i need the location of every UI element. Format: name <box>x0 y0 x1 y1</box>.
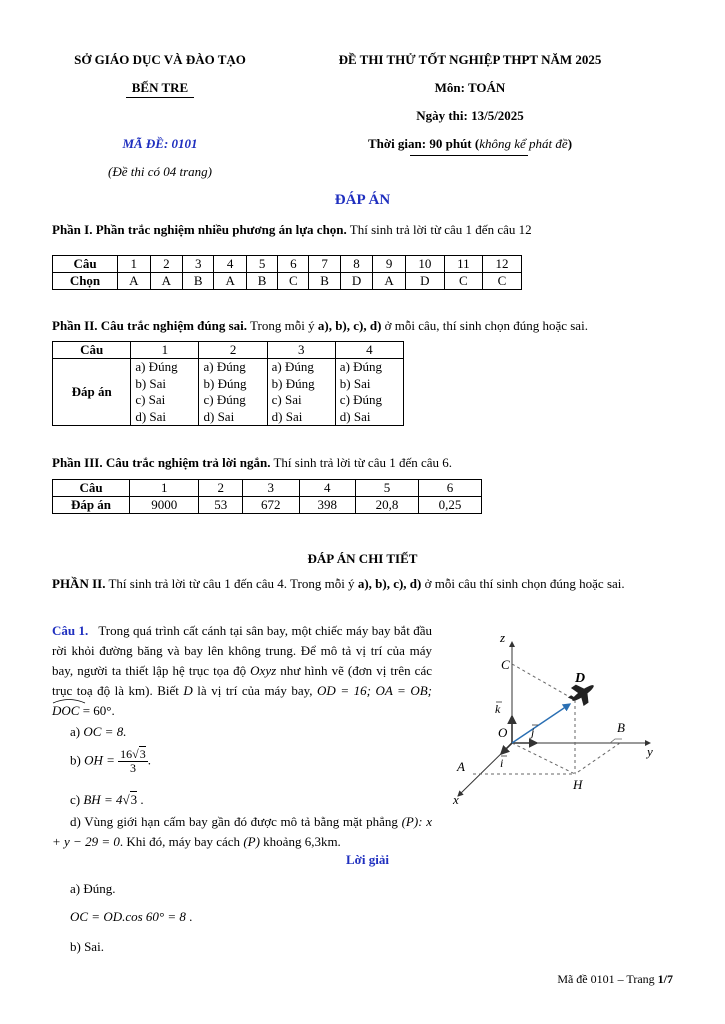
answer-title: ĐÁP ÁN <box>334 192 391 208</box>
province-name <box>30 80 290 96</box>
part1-num: 7 <box>309 256 340 273</box>
part3-heading-bold: Phần III. Câu trắc nghiệm trả lời ngắn. <box>52 455 271 470</box>
i-vector <box>501 743 512 754</box>
label-x: x <box>453 792 459 807</box>
option-b-lhs: OH = <box>84 752 119 768</box>
part2-answer: c) Đúng <box>339 392 383 407</box>
option-prefix: b) <box>70 752 85 768</box>
part1-answer: B <box>183 273 214 290</box>
part1-num: 11 <box>444 256 482 273</box>
option-d-text3: khoảng 6,3km. <box>259 834 341 849</box>
part2-col-label: Câu <box>53 342 131 359</box>
part1-num: 8 <box>340 256 373 273</box>
part1-table <box>52 255 522 290</box>
part1-num: 3 <box>183 256 214 273</box>
part1-instruction: Thí sinh trả lời từ câu 1 đến câu 12 <box>346 222 532 237</box>
question1-oxyz: Oxyz <box>250 663 277 678</box>
part1-answer: A <box>150 273 183 290</box>
part2-answers-col <box>131 359 199 426</box>
question1-text2: như hình vẽ (đơn vị trên các trục toạ độ là km). Biết <box>52 663 432 698</box>
solution-a-math: OC = OD.cos 60° = 8 . <box>70 909 193 924</box>
question1-given: OD = 16; OA = OB; <box>317 683 432 698</box>
cd-line <box>512 664 575 700</box>
part2-answers-col <box>199 359 267 426</box>
label-o: O <box>498 725 508 740</box>
num-radicand: 3 <box>139 747 146 761</box>
part2-instr-post: ở mỗi câu, thí sinh chọn đúng hoặc sai. <box>381 318 588 333</box>
angle-value: = 60° <box>79 703 112 718</box>
part2-answer: d) Sai <box>203 408 235 424</box>
part2-answer: a) Đúng <box>339 359 383 374</box>
part3-heading <box>52 455 692 471</box>
part2-num: 4 <box>335 342 403 359</box>
part1-num: 12 <box>482 256 521 273</box>
question1-d: D <box>183 683 193 698</box>
footer-page: 1/7 <box>657 972 673 986</box>
time-underline <box>410 155 528 156</box>
part1-row2-label: Chọn <box>53 273 118 290</box>
part2-answer: d) Sai <box>339 408 371 424</box>
od-vector <box>512 704 570 743</box>
part2-answer: c) Đúng <box>203 392 246 407</box>
part2-answer: c) Sai <box>271 392 302 407</box>
part3-answer: 53 <box>199 497 243 514</box>
province-text: BẾN TRE <box>126 80 194 98</box>
part1-num: 10 <box>405 256 444 273</box>
part2-answer: b) Đúng <box>271 375 315 391</box>
option-prefix: c) <box>70 792 84 807</box>
part1-heading <box>52 222 692 238</box>
part2-answer: c) Sai <box>135 392 166 407</box>
option-prefix: a) <box>70 724 84 739</box>
part2-heading-bold: Phần II. Câu trắc nghiệm đúng sai. <box>52 318 248 333</box>
question1-text1: Trong quá trình cất cánh tại sân bay, một chiếc máy bay bắt đầu rời khỏi đường băng và bay lên không trung. Để mô tả vị trí của máy bay, người ta thiết lập hệ trục tọa độ <box>52 623 433 678</box>
part2-answer: a) Đúng <box>271 359 314 374</box>
detail-text-pre: Thí sinh trả lời từ câu 1 đến câu 4. Trong mỗi ý <box>105 576 358 591</box>
oh-line <box>512 743 575 774</box>
part1-heading-bold: Phần I. Phần trắc nghiệm nhiều phương án lựa chọn. <box>52 222 347 237</box>
label-b: B <box>617 720 625 735</box>
exam-title: ĐỀ THI THỬ TỐT NGHIỆP THPT NĂM 2025 <box>338 52 602 67</box>
part2-row-label: Đáp án <box>53 359 131 426</box>
detail-part-heading <box>52 574 677 594</box>
num-coef: 16 <box>120 747 133 761</box>
time-prefix: Thời gian: <box>367 136 430 151</box>
option-d-plane: (P): x + y − 29 = 0 <box>52 814 432 849</box>
detail-part-bold: PHẦN II. <box>52 576 106 591</box>
q1-option-d <box>52 812 432 852</box>
part2-num: 3 <box>267 342 335 359</box>
right-angle-mark <box>610 739 622 743</box>
part3-instruction: Thí sinh trả lời từ câu 1 đến câu 6. <box>270 455 453 470</box>
page-footer <box>557 972 673 987</box>
part3-answer: 0,25 <box>419 497 482 514</box>
label-c: C <box>501 657 510 672</box>
time-open: ( <box>471 136 480 151</box>
label-i: i <box>500 756 504 770</box>
part1-answer: C <box>278 273 309 290</box>
part2-answer: a) Đúng <box>203 359 246 374</box>
solution-a-formula: OC = OD.cos 60° = 8 <box>70 909 186 924</box>
detail-text-post: ở mỗi câu thí sinh chọn đúng hoặc sai. <box>421 576 625 591</box>
part1-num: 4 <box>214 256 247 273</box>
option-a-math: OC = 8. <box>83 724 127 739</box>
part1-num: 5 <box>246 256 277 273</box>
part2-num: 2 <box>199 342 267 359</box>
part3-num: 6 <box>419 480 482 497</box>
exam-code: MÃ ĐỀ: 0101 <box>122 136 198 151</box>
part1-answer: A <box>118 273 151 290</box>
angle-hat-icon <box>52 698 86 704</box>
part1-num: 9 <box>373 256 406 273</box>
label-j: j <box>531 725 535 739</box>
option-c-radicand: 3 <box>130 792 138 807</box>
label-a: A <box>457 759 465 774</box>
part1-num: 1 <box>118 256 151 273</box>
part1-num: 2 <box>150 256 183 273</box>
angle-name: DOC <box>52 703 80 718</box>
part1-row-numbers <box>53 256 522 273</box>
part1-answer: D <box>405 273 444 290</box>
part1-num: 6 <box>278 256 309 273</box>
part2-instr-bold: a), b), c), d) <box>317 318 382 333</box>
part2-num: 1 <box>131 342 199 359</box>
solution-title: Lời giải <box>346 852 389 867</box>
end-dot: . <box>111 703 115 718</box>
q1-option-c: c) BH = 4√3 . <box>70 792 144 807</box>
part1-answer: B <box>309 273 340 290</box>
detail-text-bold: a), b), c), d) <box>357 576 422 591</box>
part3-num: 4 <box>299 480 356 497</box>
part2-table <box>52 341 404 426</box>
part2-answers-col <box>335 359 403 426</box>
part2-answers-col <box>267 359 335 426</box>
part2-row-numbers <box>53 342 404 359</box>
time-value: 90 phút <box>429 136 472 151</box>
subject: Môn: TOÁN <box>434 80 506 95</box>
part3-answer: 9000 <box>130 497 199 514</box>
part2-answer: b) Đúng <box>203 375 247 391</box>
part2-answer: d) Sai <box>135 408 167 424</box>
label-k: k <box>495 702 501 716</box>
part1-answer: A <box>214 273 247 290</box>
part1-row-answers <box>53 273 522 290</box>
time-note: không kể phát đề <box>479 136 568 151</box>
label-h: H <box>573 777 583 792</box>
fraction <box>118 748 148 775</box>
part2-answer: a) Đúng <box>135 359 178 374</box>
pages-note: (Đề thi có 04 trang) <box>108 164 212 179</box>
footer-prefix: Mã đề 0101 – Trang <box>557 972 658 986</box>
part3-num: 1 <box>130 480 199 497</box>
exam-date: Ngày thi: 13/5/2025 <box>416 108 524 123</box>
part1-answer: D <box>340 273 373 290</box>
option-d-text2: . Khi đó, máy bay cách <box>119 834 244 849</box>
detail-title: ĐÁP ÁN CHI TIẾT <box>307 551 418 566</box>
time-close: ) <box>567 136 573 151</box>
solution-b: b) Sai. <box>70 939 104 954</box>
part1-answer: C <box>482 273 521 290</box>
part3-num: 2 <box>199 480 243 497</box>
part3-row2-label: Đáp án <box>53 497 130 514</box>
q1-option-a <box>70 724 126 740</box>
part1-answer: B <box>246 273 277 290</box>
part2-instr-pre: Trong mỗi ý <box>247 318 318 333</box>
question1-angle <box>52 701 79 721</box>
part1-answer: C <box>444 273 482 290</box>
exam-time <box>290 136 650 152</box>
part1-row1-label: Câu <box>53 256 118 273</box>
bh-line <box>575 743 620 774</box>
option-d-p: (P) <box>243 834 260 849</box>
part2-answer: d) Sai <box>271 408 303 424</box>
label-z: z <box>500 630 506 645</box>
label-y: y <box>647 744 653 759</box>
part2-answer: b) Sai <box>339 375 371 391</box>
option-d-text1: d) Vùng giới hạn cấm bay gần đó được mô tả bằng mặt phẳng <box>70 814 402 829</box>
part3-answer: 672 <box>243 497 300 514</box>
part2-answer: b) Sai <box>135 375 167 391</box>
part3-num: 3 <box>243 480 300 497</box>
question1-text3: là vị trí của máy bay, <box>192 683 318 698</box>
part3-num: 5 <box>356 480 419 497</box>
solution-a: a) Đúng. <box>70 881 116 896</box>
question1-stem <box>52 621 432 721</box>
part3-answer: 20,8 <box>356 497 419 514</box>
option-c-lhs: BH = 4 <box>83 792 123 807</box>
question1-label: Câu 1. <box>52 623 89 638</box>
part2-row-answers <box>53 359 404 426</box>
part3-row1-label: Câu <box>53 480 130 497</box>
fraction-denominator: 3 <box>129 761 136 775</box>
part3-answer: 398 <box>299 497 356 514</box>
part1-answer: A <box>373 273 406 290</box>
fraction-numerator: 16√3 <box>120 747 146 761</box>
part3-table <box>52 479 482 514</box>
department-name: SỞ GIÁO DỤC VÀ ĐÀO TẠO <box>74 52 246 67</box>
part2-heading <box>52 318 692 334</box>
coordinate-figure <box>445 628 685 813</box>
label-d: D <box>575 671 586 686</box>
q1-option-b: b) OH = $\frac{16√3}{3}$ . <box>70 747 151 775</box>
part3-row-numbers <box>53 480 482 497</box>
part3-row-answers <box>53 497 482 514</box>
